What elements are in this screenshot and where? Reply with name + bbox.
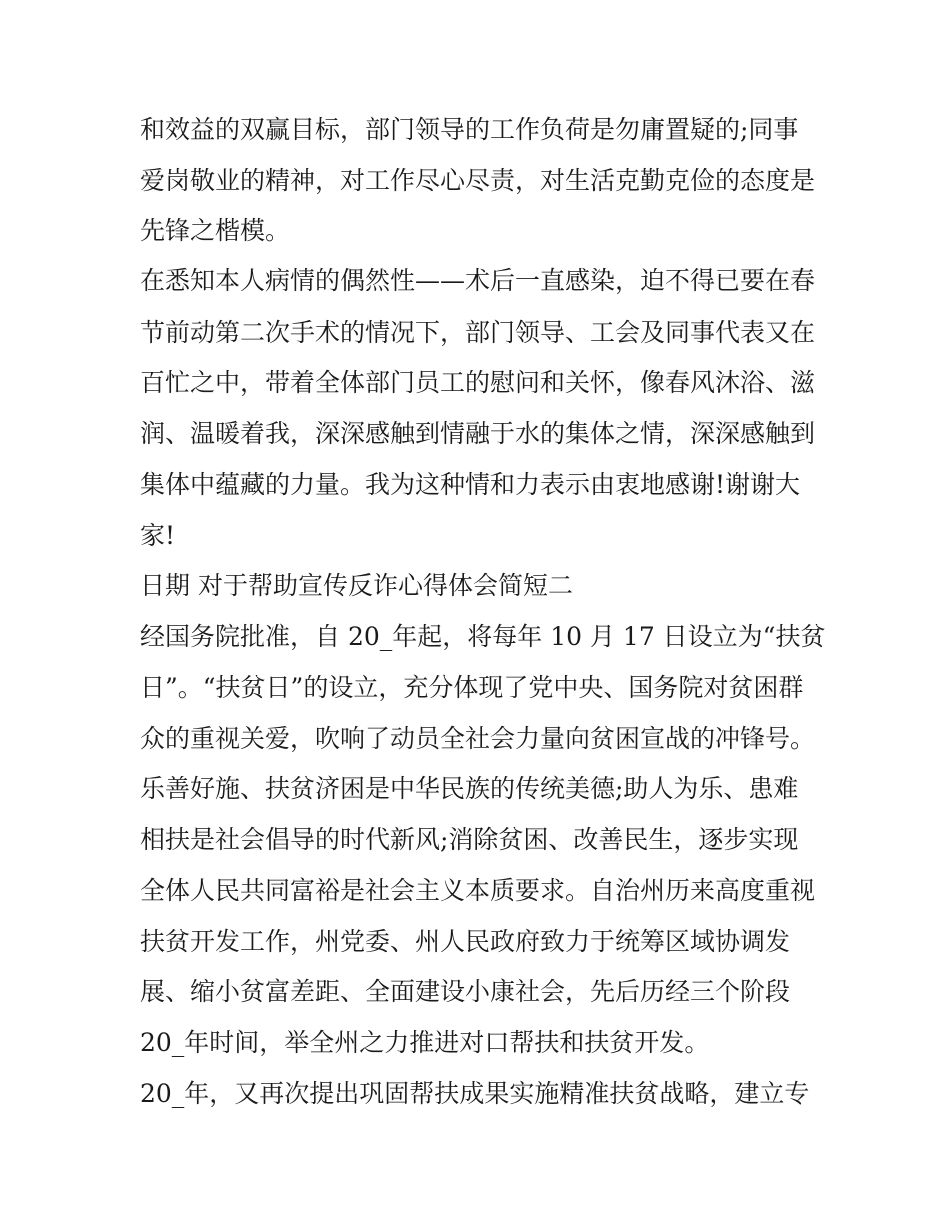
text-line: 展、缩小贫富差距、全面建设小康社会，先后历经三个阶段 — [140, 977, 791, 1006]
text-line: 扶贫开发工作，州党委、州人民政府致力于统筹区域协调发 — [140, 927, 791, 956]
text-line: 在悉知本人病情的偶然性——术后一直感染，迫不得已要在春 — [140, 266, 816, 295]
text-line: 日”。“扶贫日”的设立，充分体现了党中央、国务院对贫困群 — [140, 673, 804, 702]
text-line: 众的重视关爱，吹响了动员全社会力量向贫困宣战的冲锋号。 — [140, 724, 816, 753]
text-line: 和效益的双赢目标，部门领导的工作负荷是勿庸置疑的;同事 — [140, 115, 799, 144]
text-line: 百忙之中，带着全体部门员工的慰问和关怀，像春风沐浴、滋 — [140, 368, 816, 397]
text-line: 全体人民共同富裕是社会主义本质要求。自治州历来高度重视 — [140, 876, 816, 905]
text-line: 相扶是社会倡导的时代新风;消除贫困、改善民生，逐步实现 — [140, 825, 799, 854]
text-line: 乐善好施、扶贫济困是中华民族的传统美德;助人为乐、患难 — [140, 774, 799, 803]
text-line: 润、温暖着我，深深感触到情融于水的集体之情，深深感触到 — [140, 419, 816, 448]
text-line: 爱岗敬业的精神，对工作尽心尽责，对生活克勤克俭的态度是 — [140, 166, 816, 195]
text-line: 先锋之楷模。 — [140, 216, 291, 245]
text-line: 20_年时间，举全州之力推进对口帮扶和扶贫开发。 — [140, 1028, 710, 1057]
text-line: 经国务院批准，自 20_年起，将每年 10 月 17 日设立为“扶贫 — [140, 622, 826, 651]
text-line: 集体中蕴藏的力量。我为这种情和力表示由衷地感谢!谢谢大 — [140, 470, 801, 499]
text-line: 节前动第二次手术的情况下，部门领导、工会及同事代表又在 — [140, 318, 816, 347]
section-heading: 日期 对于帮助宣传反诈心得体会简短二 — [140, 571, 573, 600]
text-line: 20_年，又再次提出巩固帮扶成果实施精准扶贫战略，建立专 — [140, 1079, 810, 1108]
text-line: 家! — [140, 521, 176, 550]
